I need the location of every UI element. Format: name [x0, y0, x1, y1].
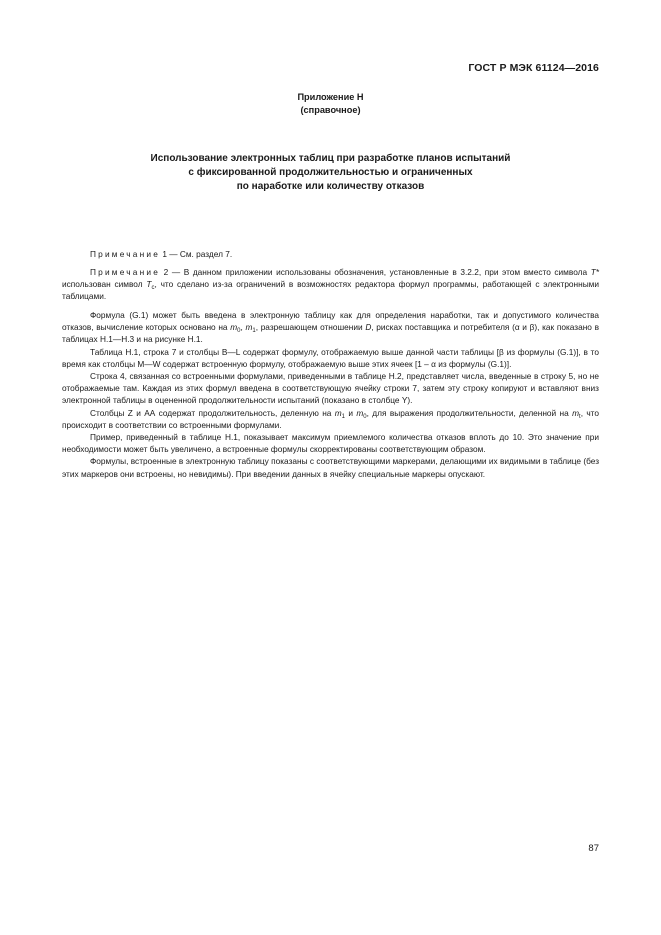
symbol-m1: m	[245, 322, 253, 333]
symbol-m0: m	[230, 322, 238, 333]
note-1	[62, 248, 599, 260]
appendix-name: Приложение Н	[297, 92, 364, 102]
paragraph: Строка 4, связанная со встроенными формулами, приведенными в таблице Н.2, представляет числа, введенные в строку 5, но не отображаемые там. Каждая из этих формул введена в соответствующую ячейку строки 7, затем эту строку копируют и вставляют вниз электронной таблицы в оцененной продолжительности испытаний (показано в столбце Y).	[62, 371, 599, 406]
paragraph: Таблица Н.1, строка 7 и столбцы В—L содержат формулу, отображаемую выше данной части таблицы [β из формулы (G.1)], в то время как столбцы М—W содержат встроенную формулу, отображаемую выше этих ячеек [1 – α из формулы (G.1)].	[62, 346, 599, 369]
note-text: использован символ	[62, 279, 143, 290]
title-line-2: с фиксированной продолжительностью и ограниченных	[188, 167, 473, 178]
paragraph: Формулы, встроенные в электронную таблицу показаны с соответствующими маркерами, делающими их видимыми в таблице (без этих маркеров они встроены, но невидимы). При введении данных в ячейку специальные маркеры опускают.	[62, 456, 599, 479]
page-number: 87	[588, 843, 599, 854]
note-2: Примечание 2 — В данном приложении использованы обозначения, установленные в 3.2.2, при этом вместо символа T* использован символ $T_с$, что сделано из-за ограничений в возможностях редактора формул программы, работающей с электронными таблицами.	[62, 267, 600, 302]
note-text: 1 — См. раздел 7.	[162, 249, 233, 259]
body-text	[62, 309, 599, 480]
paragraph: Формула (G.1) может быть введена в электронную таблицу как для определения наработки, так и допустимого количества отказов, вычисление которых основано на $m_0$, $m_1$, разрешающем отношении D, рисках поставщика и потребителя (α и β), как показано в таблицах Н.1—Н.3 и на рисунке Н.1.	[62, 310, 599, 345]
paragraph: Пример, приведенный в таблице Н.1, показывает максимум приемлемого количества отказов вплоть до 10. Это значение при необходимости может быть увеличено, а встроенные формулы скорректированы соответствующим образом.	[62, 432, 599, 455]
appendix-heading	[0, 91, 661, 117]
note-label: Примечание	[90, 249, 161, 259]
title-line-3: по наработке или количеству отказов	[236, 181, 425, 192]
note-label: Примечание	[90, 267, 161, 277]
symbol-d: D	[365, 322, 372, 333]
appendix-title	[60, 152, 601, 194]
symbol-t: T	[146, 279, 152, 290]
symbol-t-star: T*	[590, 267, 599, 277]
document-code: ГОСТ Р МЭК 61124—2016	[468, 62, 599, 74]
note-text: , что сделано из-за ограничений в возможностях редактора формул программы, работающей с электронными таблицами.	[62, 279, 600, 302]
appendix-kind: (справочное)	[300, 105, 361, 115]
note-text: 2 — В данном приложении использованы обозначения, установленные в 3.2.2, при этом вместо символа	[163, 267, 588, 277]
paragraph: Столбцы Z и АА содержат продолжительность, деленную на $m_1$ и $m_0$, для выражения продолжительности, деленной на $m_t$, что происходит в соответствии со встроенными формулами.	[62, 407, 599, 430]
title-line-1: Использование электронных таблиц при разработке планов испытаний	[150, 153, 511, 164]
